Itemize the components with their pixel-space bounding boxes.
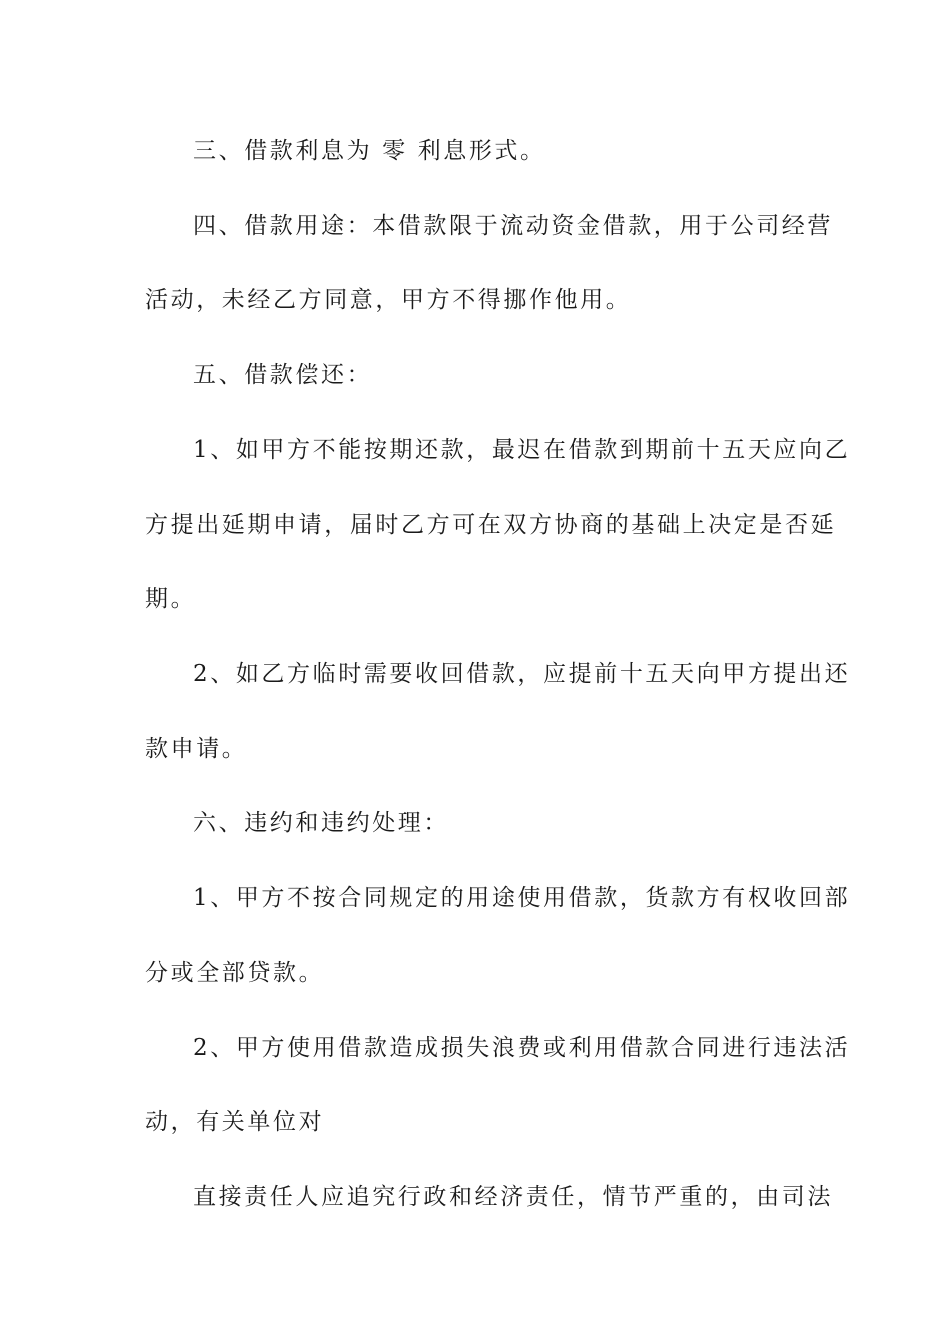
clause-breach-1-cont: 分或全部贷款。 bbox=[145, 960, 325, 986]
clause-repayment-1-end: 期。 bbox=[145, 586, 197, 612]
clause-repayment-2-cont: 款申请。 bbox=[145, 736, 248, 762]
clause-breach-2-liability: 直接责任人应追究行政和经济责任，情节严重的，由司法 bbox=[193, 1184, 833, 1210]
paragraph-purpose: 四、借款用途：本借款限于流动资金借款，用于公司经营 bbox=[193, 213, 833, 239]
paragraph-interest: 三、借款利息为 零 利息形式。 bbox=[193, 138, 546, 164]
clause-breach-1: 1、甲方不按合同规定的用途使用借款，货款方有权收回部 bbox=[193, 885, 851, 911]
clause-breach-2-cont: 动，有关单位对 bbox=[145, 1109, 325, 1135]
paragraph-purpose-cont: 活动，未经乙方同意，甲方不得挪作他用。 bbox=[145, 287, 632, 313]
clause-repayment-1: 1、如甲方不能按期还款，最迟在借款到期前十五天应向乙 bbox=[193, 437, 851, 463]
section-heading-breach: 六、违约和违约处理： bbox=[193, 810, 449, 836]
section-heading-repayment: 五、借款偿还： bbox=[193, 362, 373, 388]
clause-breach-2: 2、甲方使用借款造成损失浪费或利用借款合同进行违法活 bbox=[193, 1035, 851, 1061]
clause-repayment-2: 2、如乙方临时需要收回借款，应提前十五天向甲方提出还 bbox=[193, 661, 851, 687]
clause-repayment-1-cont: 方提出延期申请，届时乙方可在双方协商的基础上决定是否延 bbox=[145, 512, 837, 538]
